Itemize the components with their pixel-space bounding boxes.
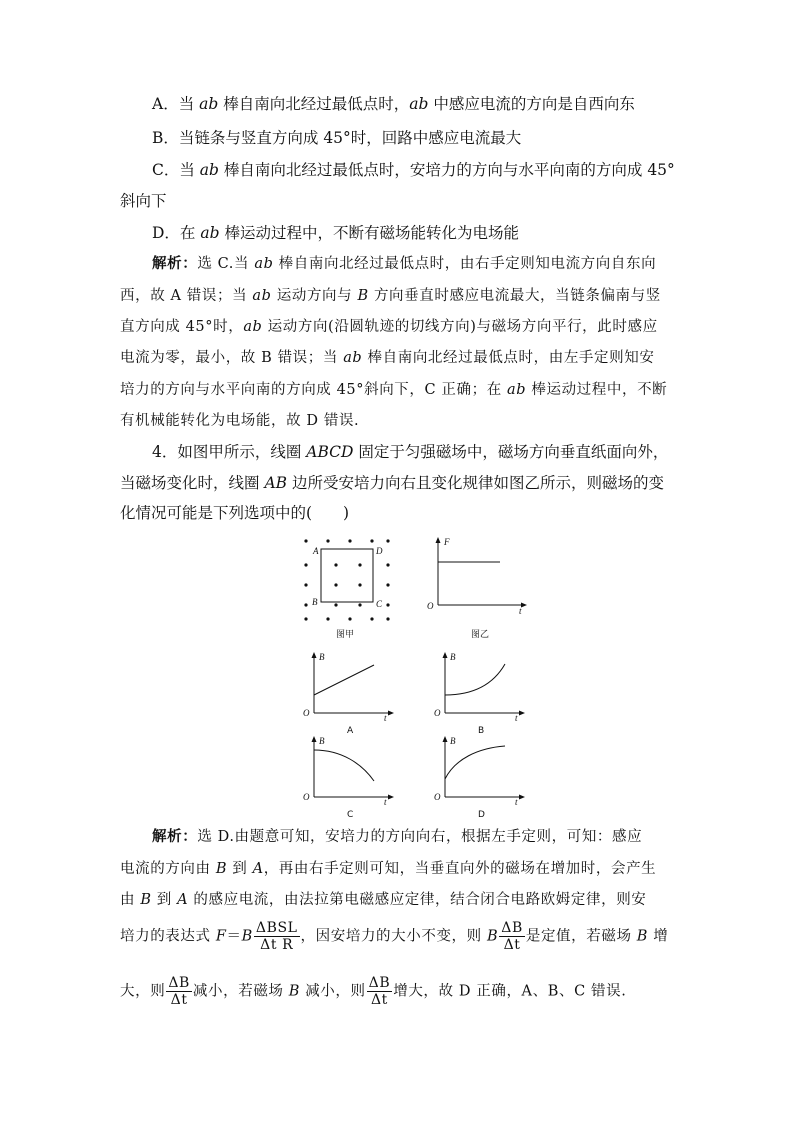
svg-text:O: O xyxy=(427,601,434,611)
solution3-line-5: 培力的方向与水平向南的方向成 45°斜向下，C 正确；在 ab 棒运动过程中，不断 xyxy=(120,382,668,398)
fraction-delta-b-2: $\frac{\Delta B}{\Delta t}$ xyxy=(168,975,190,1008)
svg-text:t: t xyxy=(384,797,387,807)
svg-text:t: t xyxy=(384,713,387,723)
coil-abcd xyxy=(321,549,373,602)
svg-text:B: B xyxy=(450,736,456,746)
curve-b xyxy=(445,664,505,695)
solution3-line-3: 直方向成 45°时，ab 运动方向(沿圆轨迹的切线方向)与磁场方向平行，此时感应 xyxy=(120,319,658,335)
curve-a xyxy=(314,665,374,695)
question4-line-3: 化情况可能是下列选项中的( ) xyxy=(120,504,350,522)
graph-option-a xyxy=(302,650,402,740)
svg-text:t: t xyxy=(519,606,522,616)
svg-text:A: A xyxy=(347,726,354,736)
svg-text:B: B xyxy=(478,726,485,736)
figure-yi xyxy=(425,535,535,645)
svg-text:C: C xyxy=(347,810,354,820)
fraction-delta-b-3: $\frac{\Delta B}{\Delta t}$ xyxy=(368,975,391,1008)
figure-jia xyxy=(300,535,400,645)
fraction-delta-b: $\frac{\Delta B}{\Delta t}$ xyxy=(501,920,523,953)
option-c-continued: 斜向下 xyxy=(120,192,167,210)
corner-b: B xyxy=(312,597,318,607)
curve-d xyxy=(445,746,505,779)
corner-c: C xyxy=(376,599,383,609)
solution4-line-4: 培力的表达式 F＝B $\frac{\text{ΔBSL}}{\text{Δt R}}$ ，因安培力的大小不变，则 B $\frac{\Delta B}{\Delta t}$ 是定值，若磁场 B 增 xyxy=(120,920,669,953)
corner-d: D xyxy=(376,546,383,556)
option-c: C．当 ab 棒自南向北经过最低点时，安培力的方向与水平向南的方向成 45° xyxy=(152,161,675,179)
svg-text:O: O xyxy=(434,708,441,718)
option-a: A．当 ab 棒自南向北经过最低点时，ab 中感应电流的方向是自西向东 xyxy=(152,95,635,113)
option-d: D．在 ab 棒运动过程中，不断有磁场能转化为电场能 xyxy=(152,224,519,242)
graph-option-d xyxy=(433,734,533,824)
svg-text:O: O xyxy=(303,708,310,718)
solution3-line-4: 电流为零，最小，故 B 错误；当 ab 棒自南向北经过最低点时，由左手定则知安 xyxy=(120,350,655,366)
solution4-line-1: 解析：选 D.由题意可知，安培力的方向向右，根据左手定则，可知：感应 xyxy=(152,828,643,845)
graph-option-b xyxy=(433,650,533,740)
svg-text:O: O xyxy=(303,792,310,802)
solution4-line-5: 大，则 $\frac{\Delta B}{\Delta t}$ 减小，若磁场 B 减小，则 $\frac{\Delta B}{\Delta t}$ 增大，故 D 正确，A、B、C 错误. xyxy=(120,975,627,1008)
svg-text:B: B xyxy=(319,652,325,662)
solution4-line-2: 电流的方向由 B 到 A，再由右手定则可知，当垂直向外的磁场在增加时，会产生 xyxy=(120,861,657,877)
svg-text:t: t xyxy=(515,713,518,723)
graph-option-c xyxy=(302,734,402,824)
fraction-delta-bsl: $\frac{\text{ΔBSL}}{\text{Δt R}}$ xyxy=(255,920,298,953)
svg-text:O: O xyxy=(434,792,441,802)
question4-line-1: 4．如图甲所示，线圈 ABCD 固定于匀强磁场中，磁场方向垂直纸面向外， xyxy=(152,443,669,461)
svg-text:D: D xyxy=(478,810,485,820)
option-b: B．当链条与竖直方向成 45°时，回路中感应电流最大 xyxy=(152,129,522,147)
question4-line-2: 当磁场变化时，线圈 AB 边所受安培力向右且变化规律如图乙所示，则磁场的变 xyxy=(120,474,664,492)
svg-text:t: t xyxy=(515,797,518,807)
caption-jia: 图甲 xyxy=(336,630,355,640)
svg-text:F: F xyxy=(444,537,450,547)
solution4-line-3: 由 B 到 A 的感应电流，由法拉第电磁感应定律，结合闭合电路欧姆定律，则安 xyxy=(120,892,647,908)
svg-text:B: B xyxy=(450,652,456,662)
caption-yi: 图乙 xyxy=(471,630,490,640)
svg-text:B: B xyxy=(319,736,325,746)
curve-c xyxy=(314,750,374,781)
corner-a: A xyxy=(313,546,319,556)
solution3-line-1: 解析：选 C.当 ab 棒自南向北经过最低点时，由右手定则知电流方向自东向 xyxy=(152,255,657,272)
solution3-line-6: 有机械能转化为电场能，故 D 错误. xyxy=(120,413,360,429)
solution3-line-2: 西，故 A 错误；当 ab 运动方向与 B 方向垂直时感应电流最大，当链条偏南与竖 xyxy=(120,288,661,304)
